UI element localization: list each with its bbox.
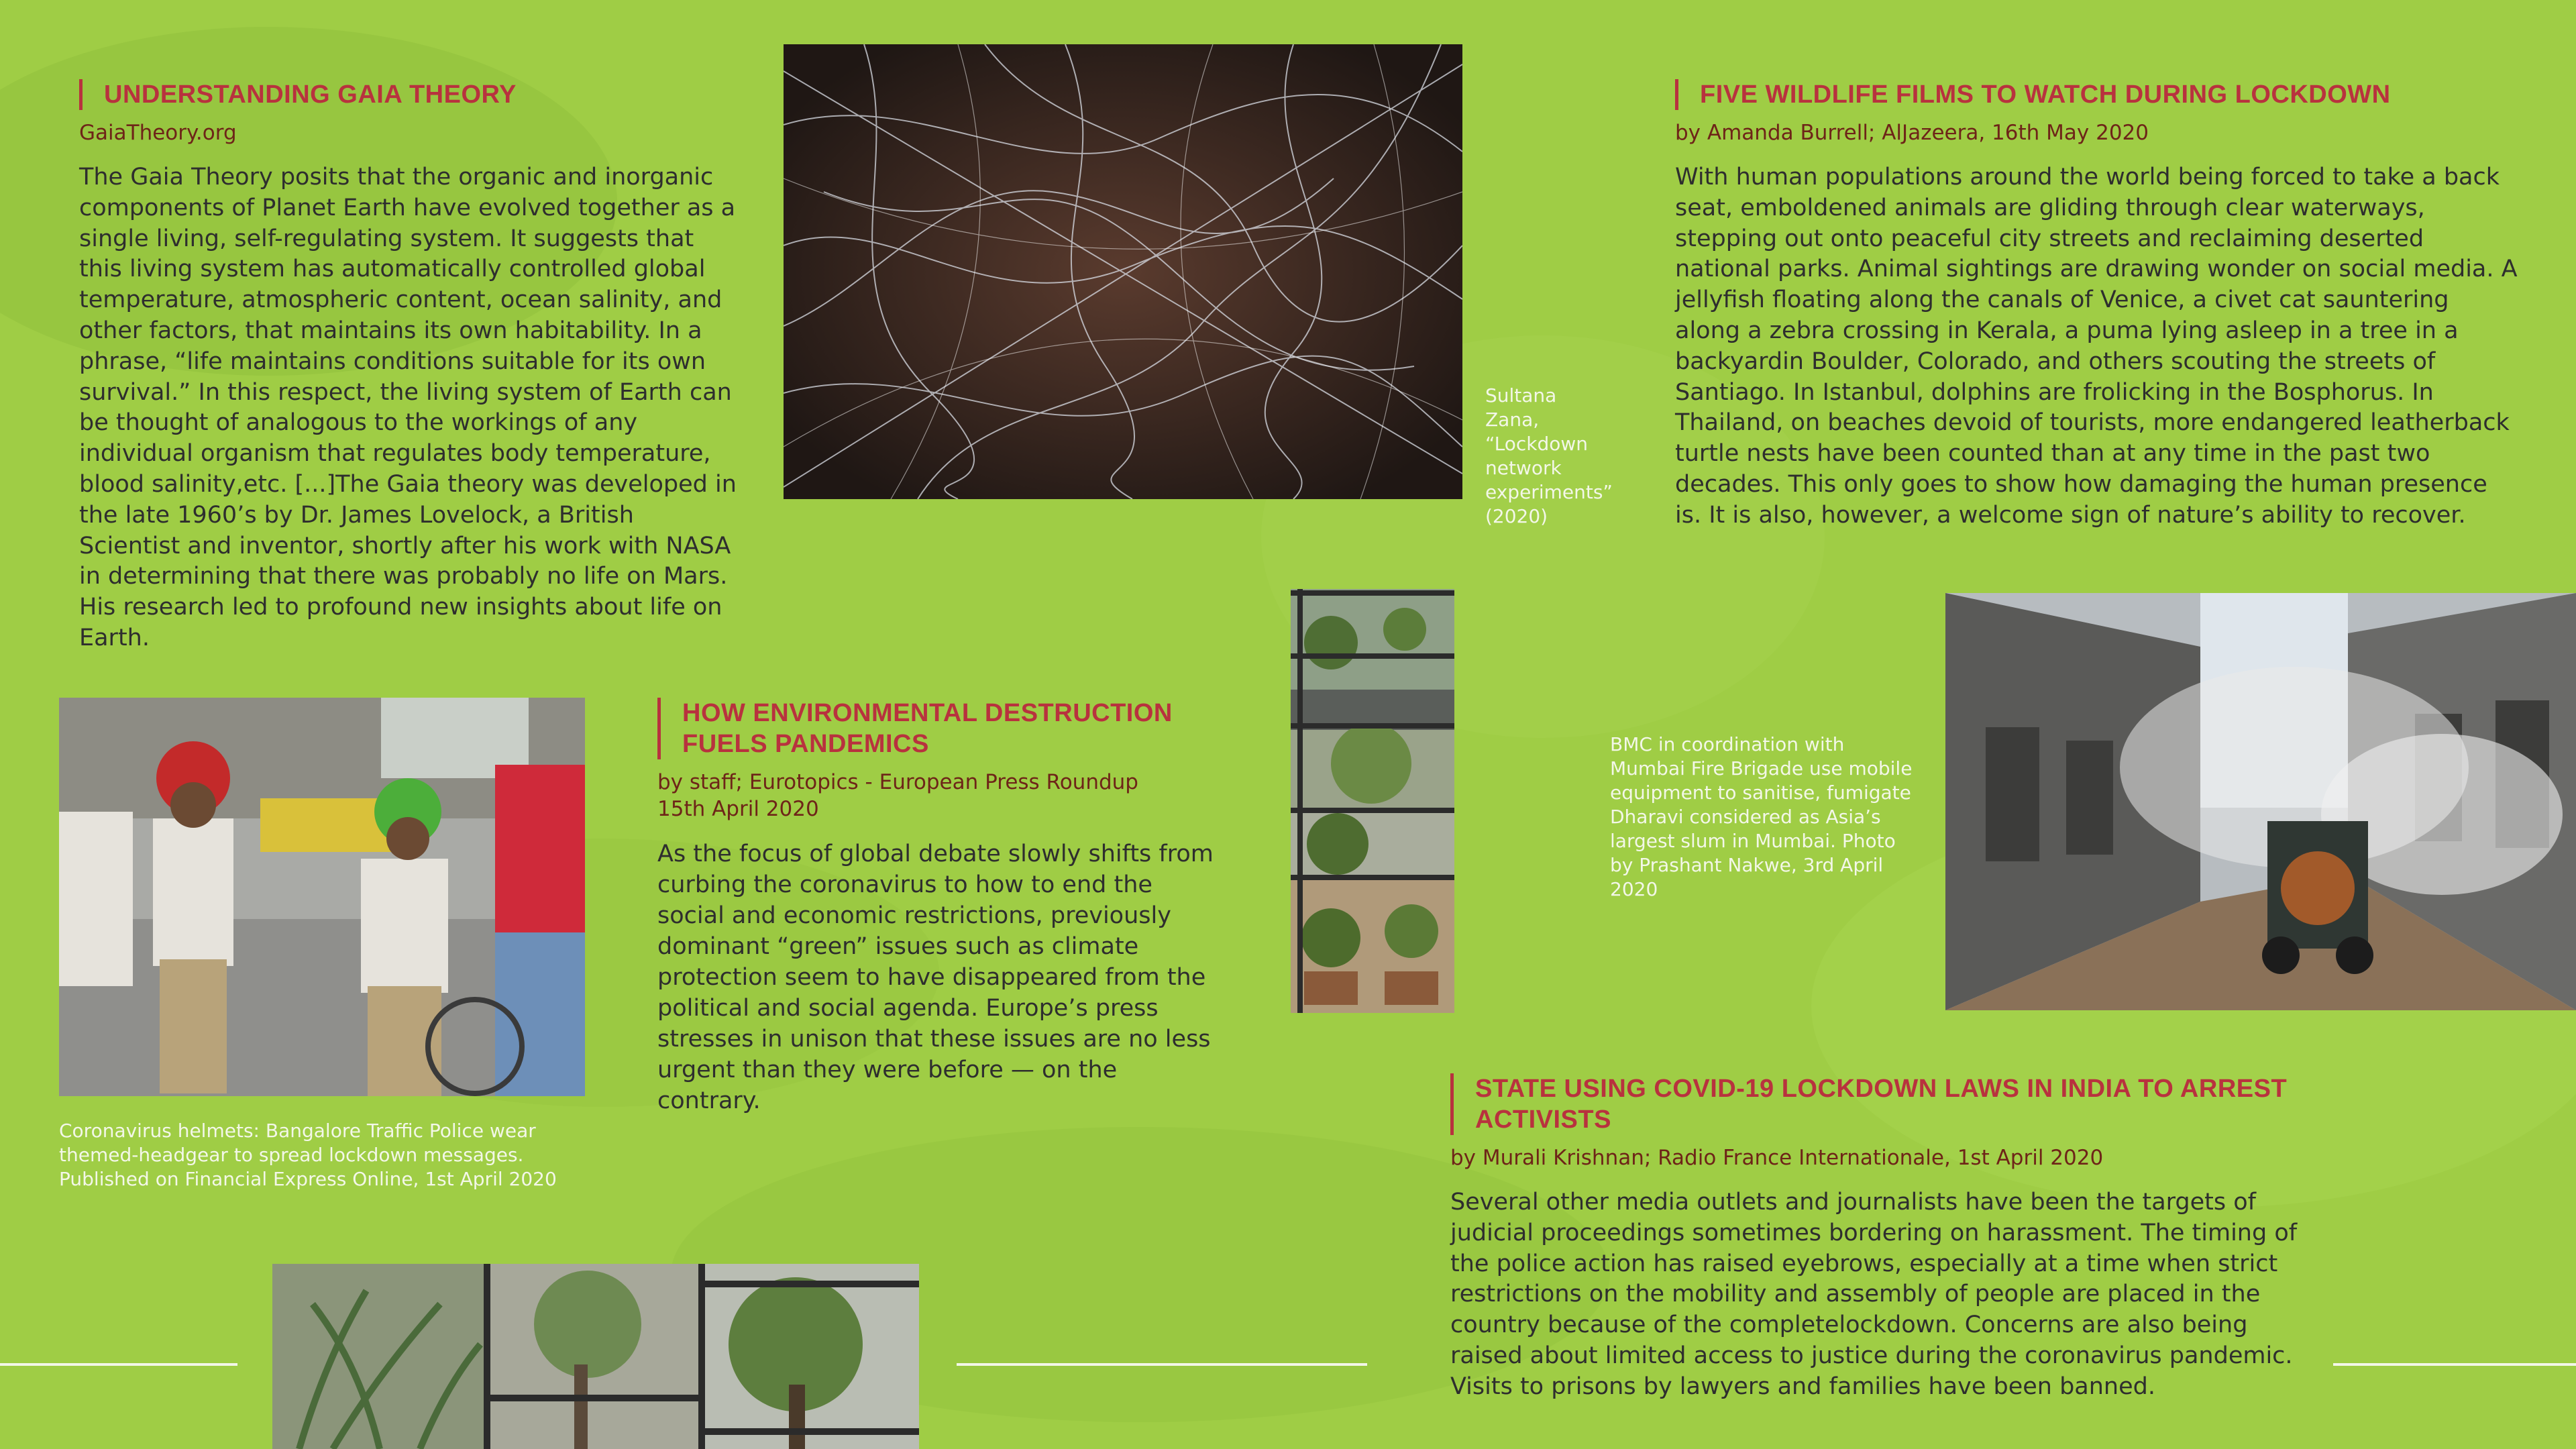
article-activists: [1450, 1073, 2309, 1403]
article-pandemics-title-line2: FUELS PANDEMICS: [682, 730, 929, 758]
article-wildlife: [1675, 79, 2520, 531]
dharavi-fumigation-photo: [1945, 593, 2576, 1010]
article-pandemics-source: [657, 769, 1221, 822]
article-activists-body: Several other media outlets and journalists have been the targets of judicial proceedings sometimes bordering on harassment. The timing of the police action has raised eyebrows, especially at a time when strict restrictions on the mobility and assembly of people are placed in the country because of the completelockdown. Concerns are also being raised about limited access to justice during the coronavirus pandemic. Visits to prisons by lawyers and families have been banned.: [1450, 1189, 2298, 1400]
article-activists-title: STATE USING COVID-19 LOCKDOWN LAWS IN INDIA TO ARREST ACTIVISTS: [1450, 1073, 2309, 1135]
network-photo: [784, 44, 1462, 499]
article-pandemics-source-line1: by staff; Eurotopics - European Press Roundup: [657, 770, 1138, 794]
plants-window-photo: [1291, 589, 1454, 1013]
article-gaia: [79, 79, 737, 654]
article-wildlife-body: With human populations around the world being forced to take a back seat, emboldened animals are gliding through clear waterways, stepping out onto peaceful city streets and reclaiming deserted national parks. Animal sightings are drawing wonder on social media. A jellyfish floating along the canals of Venice, a civet cat sauntering along a zebra crossing in Kerala, a puma lying asleep in a tree in a backyardin Boulder, Colorado, and others scouting the streets of Santiago. In Istanbul, dolphins are frolicking in the Bosphorus. In Thailand, on beaches devoid of tourists, more endangered leatherback turtle nests have been counted than at any time in the past two decades. This only goes to show how damaging the human presence is. It is also, however, a welcome sign of nature’s ability to recover.: [1675, 164, 2518, 529]
article-pandemics-body: As the focus of global debate slowly shifts from curbing the coronavirus to how to end the social and economic restrictions, previously dominant “green” issues such as climate protection seem to have disappeared from the political and social agenda. Europe’s press stresses in unison that these issues are no less urgent than they were before — on the contrary.: [657, 841, 1214, 1114]
article-wildlife-source: by Amanda Burrell; AlJazeera, 16th May 2020: [1675, 121, 2149, 145]
traffic-police-photo: [59, 698, 585, 1096]
caption-helmets: Coronavirus helmets: Bangalore Traffic Police wear themed-headgear to spread lockdown messages. Published on Financial Express Online, 1st April 2020: [59, 1120, 557, 1190]
divider-right: [2333, 1363, 2576, 1366]
article-pandemics-source-line2: 15th April 2020: [657, 797, 819, 821]
article-wildlife-title: FIVE WILDLIFE FILMS TO WATCH DURING LOCKDOWN: [1675, 79, 2520, 110]
divider-left: [0, 1363, 237, 1366]
article-pandemics-title: [657, 698, 1221, 759]
article-activists-source: by Murali Krishnan; Radio France Internationale, 1st April 2020: [1450, 1146, 2104, 1170]
article-gaia-source: GaiaTheory.org: [79, 121, 237, 145]
article-gaia-title: UNDERSTANDING GAIA THEORY: [79, 79, 737, 110]
plants-collage-photo: [272, 1264, 919, 1449]
caption-network: Sultana Zana, “Lockdown network experiments” (2020): [1485, 384, 1613, 527]
caption-dharavi: BMC in coordination with Mumbai Fire Brigade use mobile equipment to sanitise, fumigate Dharavi considered as Asia’s largest slum in Mumbai. Photo by Prashant Nakwe, 3rd April 2020: [1610, 733, 1913, 900]
article-gaia-body: The Gaia Theory posits that the organic and inorganic components of Planet Earth have evolved together as a single living, self-regulating system. It suggests that this living system has automatically controlled global temperature, atmospheric content, ocean salinity, and other factors, that maintains its own habitability. In a phrase, “life maintains conditions suitable for its own survival.” In this respect, the living system of Earth can be thought of analogous to the workings of any individual organism that regulates body temperature, blood salinity,etc. [...]The Gaia theory was developed in the late 1960’s by Dr. James Lovelock, a British Scientist and inventor, shortly after his work with NASA in determining that there was probably no life on Mars. His research led to profound new insights about life on Earth.: [79, 164, 737, 651]
article-pandemics: [657, 698, 1221, 1116]
divider-center: [957, 1363, 1367, 1366]
article-pandemics-title-line1: HOW ENVIRONMENTAL DESTRUCTION: [682, 699, 1173, 727]
